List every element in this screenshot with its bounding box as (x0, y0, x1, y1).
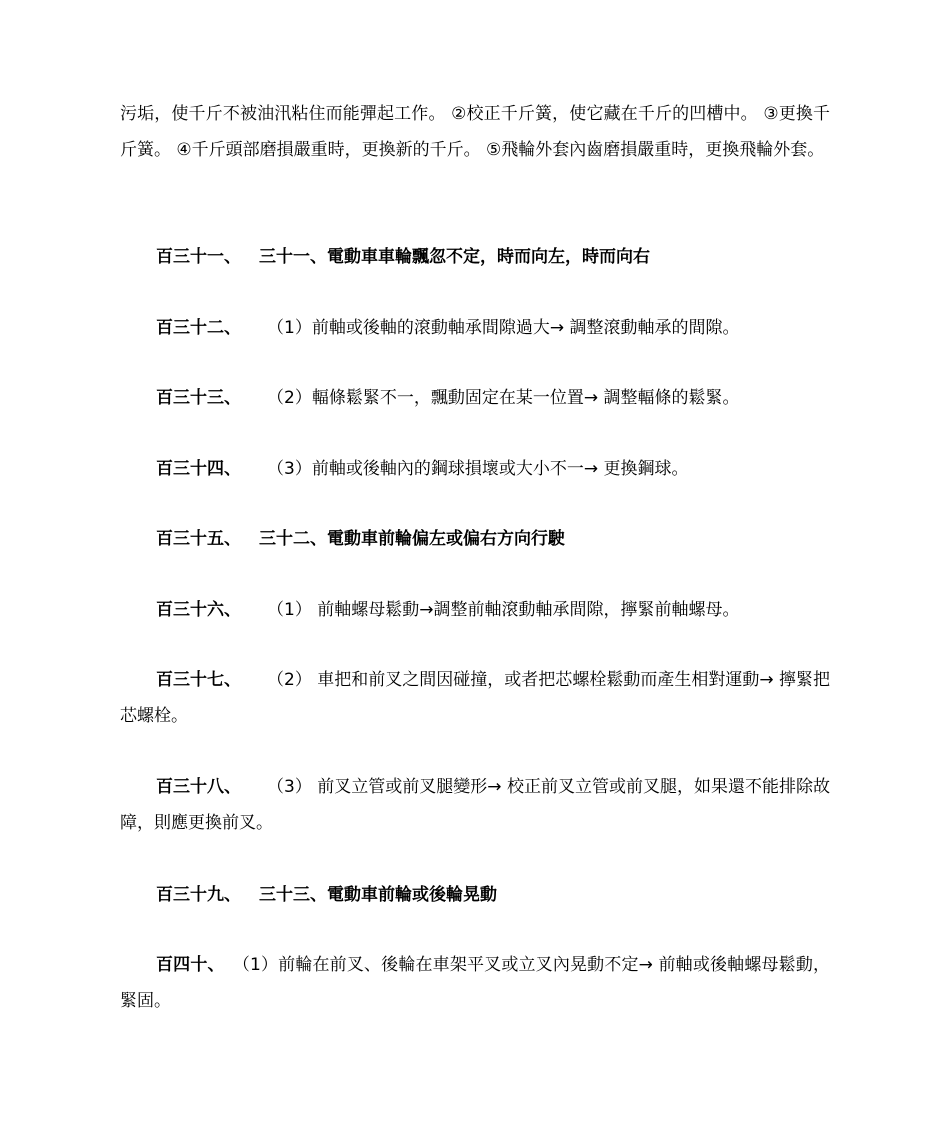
list-item-134 (120, 451, 830, 487)
paragraph-continuation (120, 96, 830, 168)
paragraph-number: 百四十、 (156, 955, 225, 975)
paragraph-number: 百三十三、 (156, 388, 241, 408)
paragraph-text: （1） 前軸螺母鬆動→調整前軸滾動軸承間隙，擰緊前軸螺母。 (267, 600, 740, 620)
list-item-138 (120, 769, 830, 841)
paragraph-number: 百三十七、 (156, 670, 242, 690)
paragraph-text: （3）前軸或後軸內的鋼球損壞或大小不一→ 更換鋼球。 (267, 459, 689, 479)
paragraph-text: （3） 前叉立管或前叉腿變形→ 校正前叉立管或前叉腿，如果還不能排除故障，則應更換前叉。 (120, 777, 831, 833)
paragraph-number: 百三十八、 (156, 777, 242, 797)
paragraph-number: 百三十六、 (156, 600, 241, 620)
paragraph-text: （1）前輪在前叉、後輪在車架平叉或立叉內晃動不定→ 前軸或後軸螺母鬆動，緊固。 (120, 955, 830, 1011)
paragraph-text: （2） 車把和前叉之間因碰撞，或者把芯螺栓鬆動而產生相對運動→ 擰緊把芯螺栓。 (120, 670, 831, 726)
list-item-137 (120, 662, 830, 734)
list-item-133 (120, 380, 830, 416)
paragraph-number: 百三十九、 (156, 885, 241, 905)
paragraph-text: 三十一、電動車車輪飄忽不定，時而向左，時而向右 (259, 247, 650, 267)
list-item-132 (120, 310, 830, 346)
section-heading-32 (120, 521, 830, 557)
paragraph-number: 百三十二、 (156, 318, 241, 338)
paragraph-text: 三十三、電動車前輪或後輪晃動 (259, 885, 497, 905)
paragraph-text: 三十二、電動車前輪偏左或偏右方向行駛 (259, 529, 565, 549)
paragraph-text: （2）輻條鬆緊不一，飄動固定在某一位置→ 調整輻條的鬆緊。 (267, 388, 740, 408)
list-item-140 (120, 947, 830, 1019)
paragraph-number: 百三十四、 (156, 459, 241, 479)
section-heading-33 (120, 877, 830, 913)
section-heading-31 (120, 239, 830, 275)
paragraph-number: 百三十一、 (156, 247, 241, 267)
paragraph-text: （1）前軸或後軸的滾動軸承間隙過大→ 調整滾動軸承的間隙。 (267, 318, 740, 338)
paragraph-number: 百三十五、 (156, 529, 241, 549)
list-item-136 (120, 592, 830, 628)
paragraph-text: 污垢，使千斤不被油汛粘住而能彈起工作。 ②校正千斤簧，使它藏在千斤的凹槽中。 ③更換千斤簧。 ④千斤頭部磨損嚴重時，更換新的千斤。 ⑤飛輪外套內齒磨損嚴重時，更換飛輪外套。 (120, 104, 830, 160)
